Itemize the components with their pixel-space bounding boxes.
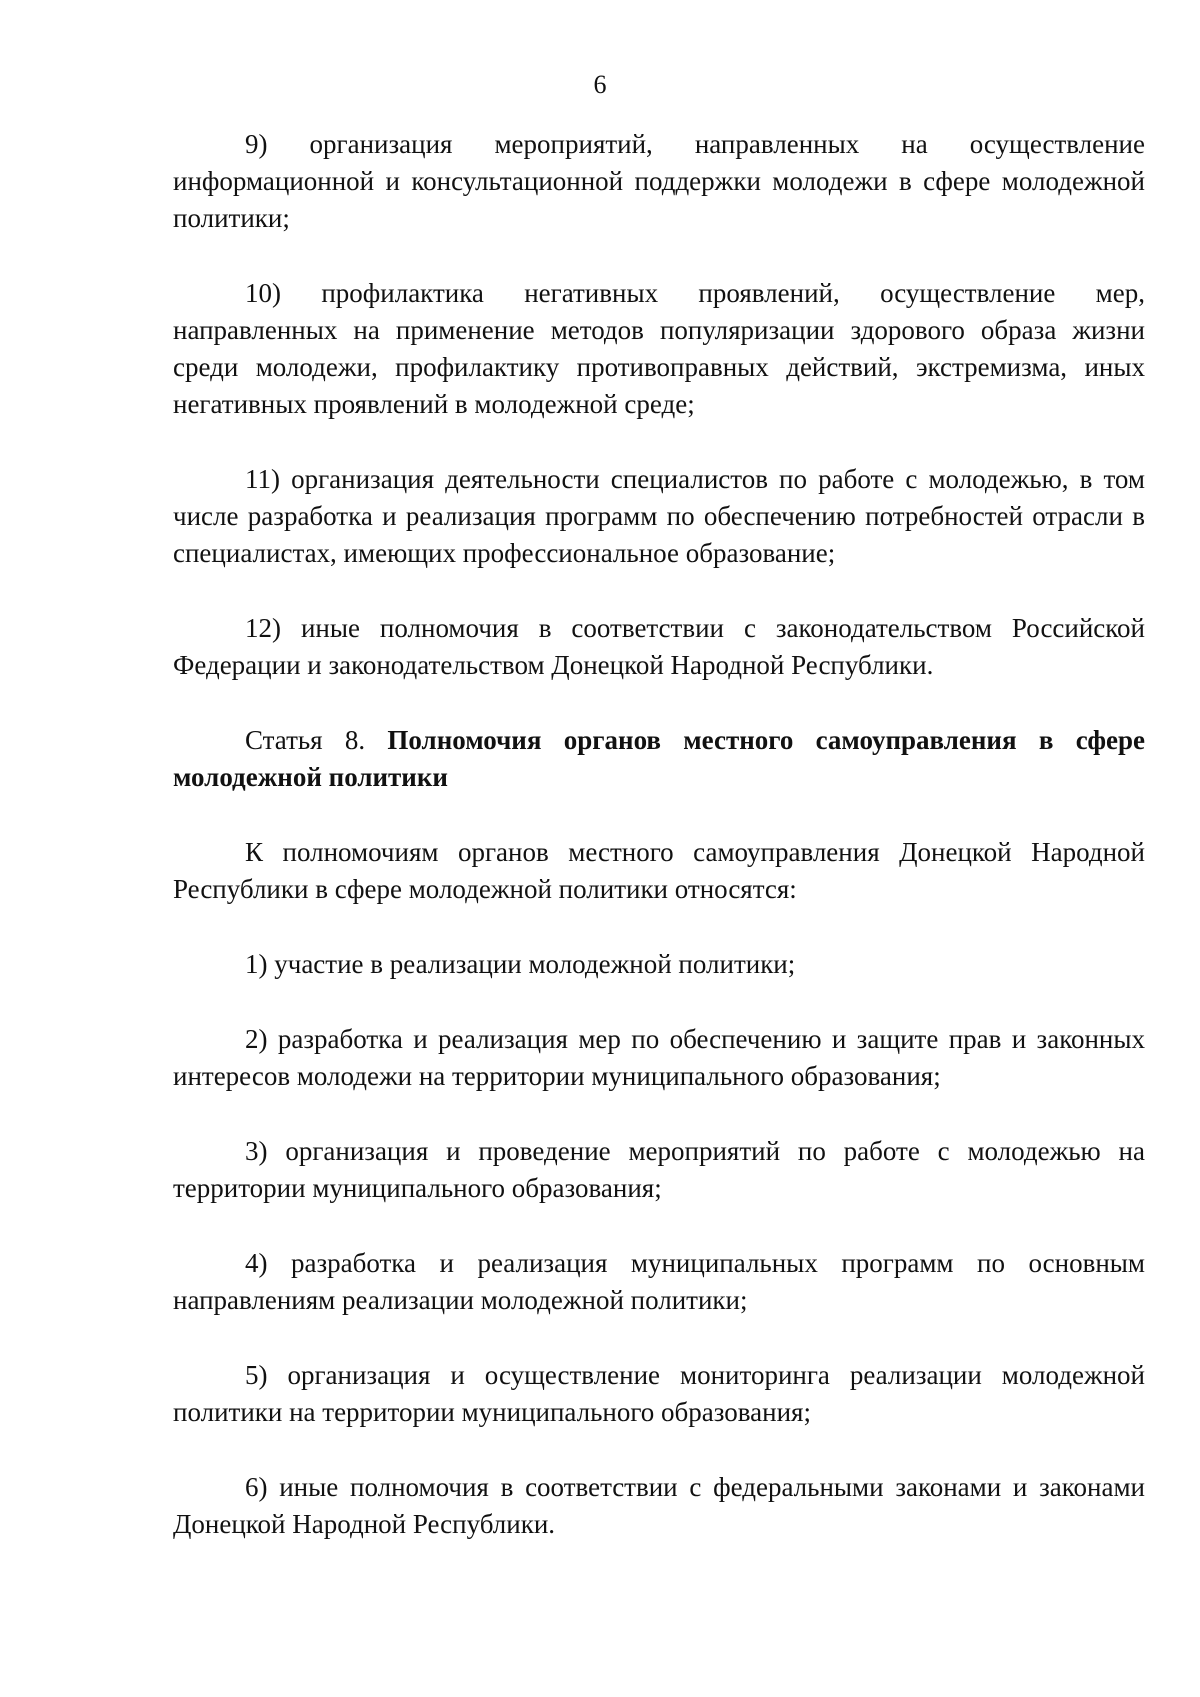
list-item-4: 4) разработка и реализация муниципальных программ по основным направлениям реализации молодежной политики;: [173, 1248, 1145, 1315]
list-item-3: 3) организация и проведение мероприятий по работе с молодежью на территории муниципального образования;: [173, 1136, 1145, 1203]
list-item-9: 9) организация мероприятий, направленных на осуществление информационной и консультационной поддержки молодежи в сфере молодежной политики;: [173, 129, 1145, 233]
list-item-1: 1) участие в реализации молодежной политики;: [245, 949, 796, 979]
article-intro: К полномочиям органов местного самоуправления Донецкой Народной Республики в сфере молодежной политики относятся:: [173, 837, 1145, 904]
article-label: Статья 8.: [245, 725, 366, 755]
list-item-6: 6) иные полномочия в соответствии с федеральными законами и законами Донецкой Народной Республики.: [173, 1472, 1145, 1539]
document-body: [173, 126, 1145, 1581]
list-item-11: 11) организация деятельности специалистов по работе с молодежью, в том числе разработка и реализация программ по обеспечению потребностей отрасли в специалистах, имеющих профессиональное образование;: [173, 464, 1145, 568]
list-item-5: 5) организация и осуществление мониторинга реализации молодежной политики на территории муниципального образования;: [173, 1360, 1145, 1427]
list-item-12: 12) иные полномочия в соответствии с законодательством Российской Федерации и законодательством Донецкой Народной Республики.: [173, 613, 1145, 680]
article-heading: [173, 722, 1145, 796]
article-title: Полномочия органов местного самоуправления в сфере молодежной политики: [173, 725, 1146, 792]
list-item-2: 2) разработка и реализация мер по обеспечению и защите прав и законных интересов молодежи на территории муниципального образования;: [173, 1024, 1145, 1091]
list-item-10: 10) профилактика негативных проявлений, осуществление мер, направленных на применение методов популяризации здорового образа жизни среди молодежи, профилактику противоправных действий, экстремизма, иных негативных проявлений в молодежной среде;: [173, 278, 1145, 419]
page-number: 6: [593, 70, 607, 99]
